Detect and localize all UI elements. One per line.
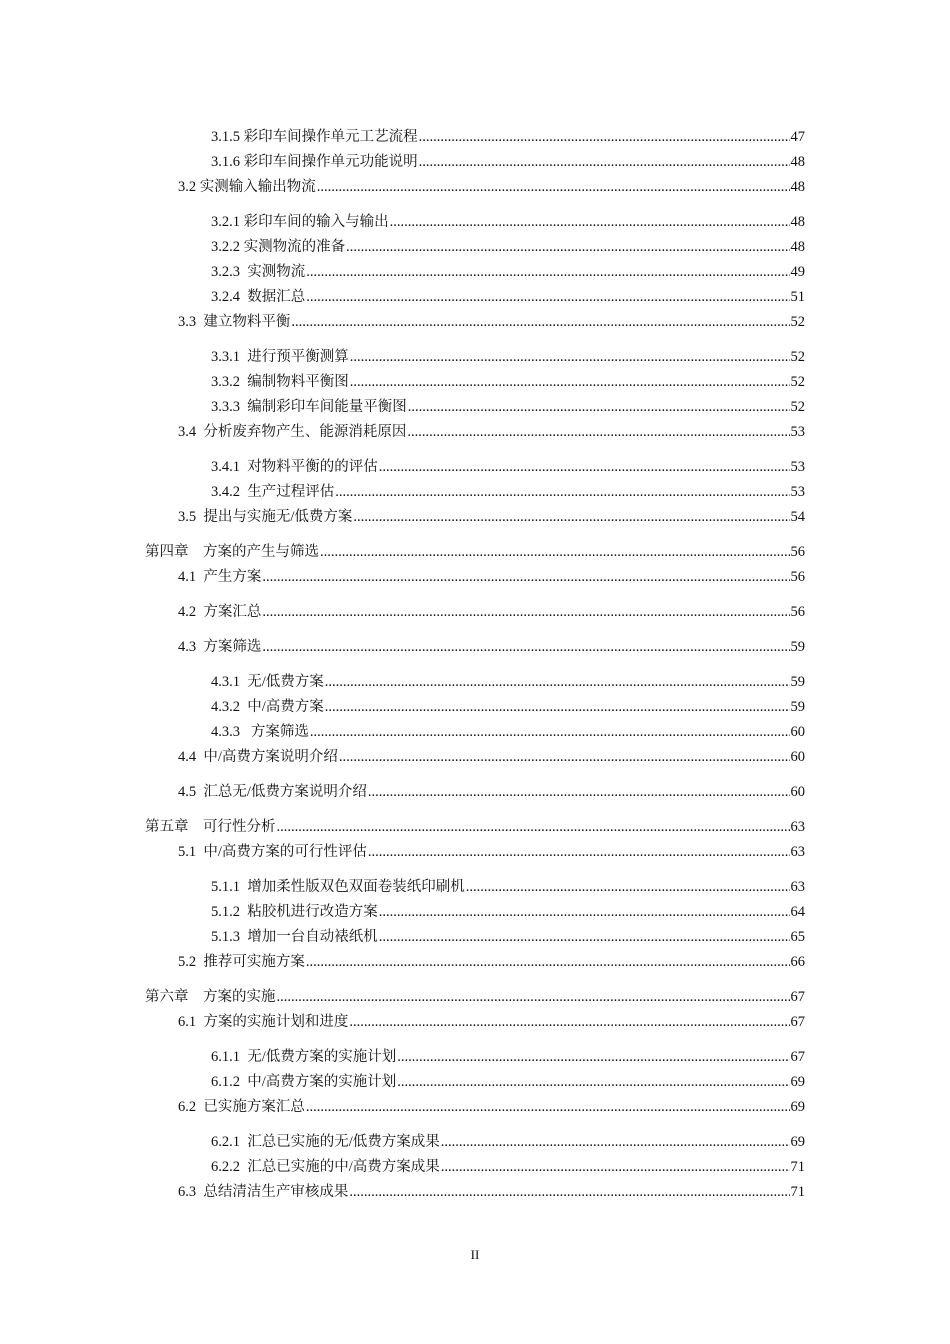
toc-entry-title: 编制彩印车间能量平衡图: [247, 399, 407, 415]
toc-entry-number: 3.4.2: [211, 484, 248, 500]
toc-entry-page: 53: [790, 484, 805, 500]
toc-entry-title: 已实施方案汇总: [203, 1099, 305, 1115]
toc-entry-page: 67: [790, 989, 805, 1005]
toc-entry[interactable]: [211, 697, 805, 717]
toc-entry-page: 69: [790, 1099, 805, 1115]
toc-entry[interactable]: [211, 672, 805, 692]
toc-entry-page: 71: [790, 1184, 805, 1200]
toc-entry-page: 63: [790, 879, 805, 895]
toc-leader-dots: [306, 287, 789, 307]
toc-leader-dots: [339, 747, 790, 767]
toc-entry[interactable]: [211, 152, 805, 172]
toc-entry-page: 48: [790, 154, 805, 170]
toc-entry-page: 52: [790, 349, 805, 365]
toc-entry-number: 4.3: [178, 639, 204, 655]
toc-leader-dots: [262, 602, 789, 622]
toc-entry-page: 67: [790, 1014, 805, 1030]
toc-entry-page: 60: [790, 749, 805, 765]
toc-entry[interactable]: [178, 747, 805, 767]
toc-entry-number: 3.1.6: [211, 154, 244, 170]
toc-leader-dots: [262, 637, 789, 657]
toc-entry-page: 59: [790, 699, 805, 715]
toc-entry-title: 彩印车间的输入与输出: [243, 214, 389, 230]
toc-entry-page: 63: [790, 819, 805, 835]
toc-entry-number: 4.3.2: [211, 699, 248, 715]
toc-entry-title: 方案筛选: [203, 639, 262, 655]
toc-leader-dots: [262, 567, 789, 587]
toc-entry[interactable]: [211, 347, 805, 367]
toc-leader-dots: [325, 672, 790, 692]
toc-entry[interactable]: [211, 1157, 805, 1177]
toc-leader-dots: [349, 1012, 789, 1032]
toc-entry-title: 数据汇总: [247, 289, 306, 305]
toc-entry[interactable]: [211, 927, 805, 947]
toc-entry[interactable]: [178, 1182, 805, 1202]
toc-entry[interactable]: [211, 237, 805, 257]
toc-entry[interactable]: [178, 1097, 805, 1117]
toc-entry[interactable]: [178, 952, 805, 972]
toc-entry-page: 64: [790, 904, 805, 920]
toc-leader-dots: [346, 237, 789, 257]
toc-entry-number: 6.2: [178, 1099, 204, 1115]
toc-entry-page: 71: [790, 1159, 805, 1175]
toc-entry[interactable]: [178, 1012, 805, 1032]
toc-leader-dots: [379, 457, 790, 477]
toc-leader-dots: [441, 1132, 790, 1152]
toc-entry-number: 3.2.1: [211, 214, 244, 230]
toc-entry[interactable]: [211, 127, 805, 147]
toc-entry-number: 3.4.1: [211, 459, 248, 475]
toc-entry[interactable]: [178, 637, 805, 657]
toc-entry[interactable]: [145, 817, 805, 837]
toc-leader-dots: [419, 152, 790, 172]
toc-leader-dots: [397, 1072, 789, 1092]
toc-entry-number: 3.2.3: [211, 264, 248, 280]
toc-entry-page: 56: [790, 604, 805, 620]
toc-entry-number: 第四章: [145, 544, 203, 560]
toc-entry-page: 69: [790, 1074, 805, 1090]
toc-entry-page: 63: [790, 844, 805, 860]
toc-entry[interactable]: [211, 262, 805, 282]
toc-entry[interactable]: [178, 567, 805, 587]
toc-entry[interactable]: [211, 372, 805, 392]
toc-leader-dots: [349, 1182, 789, 1202]
toc-entry-page: 59: [790, 639, 805, 655]
toc-entry[interactable]: [178, 507, 805, 527]
toc-leader-dots: [419, 127, 790, 147]
toc-leader-dots: [407, 422, 789, 442]
toc-entry-title: 中/高费方案说明介绍: [203, 749, 338, 765]
toc-entry-number: 3.3.2: [211, 374, 248, 390]
toc-entry-title: 方案筛选: [250, 724, 309, 740]
toc-leader-dots: [379, 927, 790, 947]
toc-entry-page: 52: [790, 314, 805, 330]
toc-entry-page: 51: [790, 289, 805, 305]
toc-entry-number: 4.1: [178, 569, 204, 585]
toc-entry-number: 3.2.4: [211, 289, 248, 305]
toc-entry-title: 进行预平衡测算: [247, 349, 349, 365]
toc-entry-number: 第六章: [145, 989, 203, 1005]
toc-entry[interactable]: [145, 542, 805, 562]
toc-entry[interactable]: [211, 287, 805, 307]
toc-entry-page: 53: [790, 424, 805, 440]
toc-entry-number: 5.1.1: [211, 879, 248, 895]
toc-entry-page: 60: [790, 784, 805, 800]
toc-entry-number: 3.2: [178, 179, 200, 195]
toc-leader-dots: [310, 722, 790, 742]
toc-entry-page: 52: [790, 399, 805, 415]
toc-entry[interactable]: [178, 842, 805, 862]
toc-leader-dots: [317, 177, 790, 197]
toc-entry-title: 方案汇总: [203, 604, 262, 620]
toc-entry-page: 48: [790, 239, 805, 255]
toc-leader-dots: [350, 372, 790, 392]
toc-entry-page: 52: [790, 374, 805, 390]
page-number: II: [470, 1247, 480, 1262]
toc-entry-number: 4.2: [178, 604, 204, 620]
toc-entry-number: 4.4: [178, 749, 204, 765]
toc-entry[interactable]: [211, 482, 805, 502]
toc-leader-dots: [353, 507, 789, 527]
toc-entry-number: 4.3.1: [211, 674, 248, 690]
toc-entry-title: 方案的实施: [203, 989, 276, 1005]
toc-entry-title: 提出与实施无/低费方案: [203, 509, 353, 525]
toc-entry-page: 60: [790, 724, 805, 740]
toc-entry-title: 彩印车间操作单元工艺流程: [243, 129, 418, 145]
toc-leader-dots: [325, 697, 790, 717]
toc-entry-title: 中/高费方案: [247, 699, 324, 715]
toc-entry-number: 第五章: [145, 819, 203, 835]
toc-leader-dots: [306, 952, 790, 972]
toc-entry-number: 5.1.2: [211, 904, 248, 920]
toc-leader-dots: [306, 1097, 790, 1117]
toc-entry-page: 67: [790, 1049, 805, 1065]
toc-entry-page: 48: [790, 214, 805, 230]
toc-entry-title: 无/低费方案: [247, 674, 324, 690]
toc-entry-title: 方案的产生与筛选: [203, 544, 319, 560]
toc-entry-number: 3.3.3: [211, 399, 248, 415]
toc-entry-title: 建立物料平衡: [203, 314, 291, 330]
toc-entry-title: 实测输入输出物流: [199, 179, 316, 195]
toc-leader-dots: [277, 817, 790, 837]
toc-leader-dots: [379, 902, 790, 922]
toc-entry-number: 5.1.3: [211, 929, 248, 945]
toc-entry-number: 6.3: [178, 1184, 204, 1200]
toc-entry[interactable]: [178, 782, 805, 802]
toc-leader-dots: [335, 482, 789, 502]
toc-entry-title: 彩印车间操作单元功能说明: [243, 154, 418, 170]
toc-entry[interactable]: [211, 397, 805, 417]
toc-entry-title: 汇总已实施的中/高费方案成果: [247, 1159, 440, 1175]
toc-entry-page: 59: [790, 674, 805, 690]
toc-entry-number: 5.2: [178, 954, 204, 970]
toc-leader-dots: [408, 397, 790, 417]
toc-leader-dots: [306, 262, 789, 282]
toc-entry-title: 产生方案: [203, 569, 262, 585]
toc-entry-number: 3.2.2: [211, 239, 244, 255]
toc-entry-number: 4.3.3: [211, 724, 251, 740]
toc-entry-title: 总结清洁生产审核成果: [203, 1184, 349, 1200]
toc-entry-page: 49: [790, 264, 805, 280]
toc-entry-number: 4.5: [178, 784, 204, 800]
toc-entry-title: 汇总无/低费方案说明介绍: [203, 784, 367, 800]
toc-entry-title: 中/高费方案的可行性评估: [203, 844, 367, 860]
toc-entry-title: 分析废弃物产生、能源消耗原因: [203, 424, 407, 440]
toc-entry-number: 3.4: [178, 424, 204, 440]
toc-entry-number: 3.1.5: [211, 129, 244, 145]
toc-entry-page: 69: [790, 1134, 805, 1150]
toc-entry-title: 增加一台自动裱纸机: [247, 929, 378, 945]
toc-entry-number: 6.1: [178, 1014, 204, 1030]
toc-entry[interactable]: [211, 722, 805, 742]
toc-entry-title: 生产过程评估: [247, 484, 335, 500]
toc-entry-page: 47: [790, 129, 805, 145]
toc-entry-title: 推荐可实施方案: [203, 954, 305, 970]
toc-leader-dots: [350, 347, 790, 367]
toc-entry[interactable]: [178, 422, 805, 442]
toc-entry-title: 编制物料平衡图: [247, 374, 349, 390]
toc-entry[interactable]: [211, 877, 805, 897]
toc-entry-number: 5.1: [178, 844, 204, 860]
toc-entry-title: 汇总已实施的无/低费方案成果: [247, 1134, 440, 1150]
toc-entry-number: 3.5: [178, 509, 204, 525]
toc-entry[interactable]: [145, 987, 805, 1007]
toc-entry-page: 66: [790, 954, 805, 970]
toc-entry-page: 54: [790, 509, 805, 525]
toc-leader-dots: [320, 542, 790, 562]
toc-entry-title: 无/低费方案的实施计划: [247, 1049, 397, 1065]
toc-entry-page: 56: [790, 544, 805, 560]
toc-entry-page: 65: [790, 929, 805, 945]
toc-entry-title: 粘胶机进行改造方案: [247, 904, 378, 920]
toc-entry-page: 56: [790, 569, 805, 585]
toc-leader-dots: [291, 312, 789, 332]
toc-entry-title: 实测物流的准备: [243, 239, 346, 255]
toc-entry-number: 6.2.2: [211, 1159, 248, 1175]
toc-entry-title: 增加柔性版双色双面卷装纸印刷机: [247, 879, 465, 895]
toc-entry-page: 53: [790, 459, 805, 475]
toc-leader-dots: [466, 877, 790, 897]
toc-entry-number: 6.2.1: [211, 1134, 248, 1150]
toc-entry-number: 3.3.1: [211, 349, 248, 365]
toc-leader-dots: [368, 842, 790, 862]
toc-entry-number: 6.1.1: [211, 1049, 248, 1065]
toc-entry[interactable]: [178, 312, 805, 332]
toc-entry-title: 实测物流: [247, 264, 306, 280]
toc-leader-dots: [277, 987, 790, 1007]
toc-leader-dots: [397, 1047, 789, 1067]
toc-entry-title: 可行性分析: [203, 819, 276, 835]
toc-entry-number: 6.1.2: [211, 1074, 248, 1090]
toc-entry-title: 对物料平衡的的评估: [247, 459, 378, 475]
toc-entry[interactable]: [211, 1132, 805, 1152]
toc-entry[interactable]: [178, 602, 805, 622]
toc-entry[interactable]: [211, 902, 805, 922]
toc-entry[interactable]: [178, 177, 805, 197]
toc-entry-title: 方案的实施计划和进度: [203, 1014, 349, 1030]
toc-entry[interactable]: [211, 1072, 805, 1092]
toc-leader-dots: [441, 1157, 790, 1177]
toc-entry-title: 中/高费方案的实施计划: [247, 1074, 397, 1090]
toc-leader-dots: [368, 782, 790, 802]
toc-entry-page: 48: [790, 179, 805, 195]
toc-entry[interactable]: [211, 1047, 805, 1067]
toc-entry-number: 3.3: [178, 314, 204, 330]
toc-entry[interactable]: [211, 212, 805, 232]
toc-leader-dots: [390, 212, 790, 232]
toc-entry[interactable]: [211, 457, 805, 477]
